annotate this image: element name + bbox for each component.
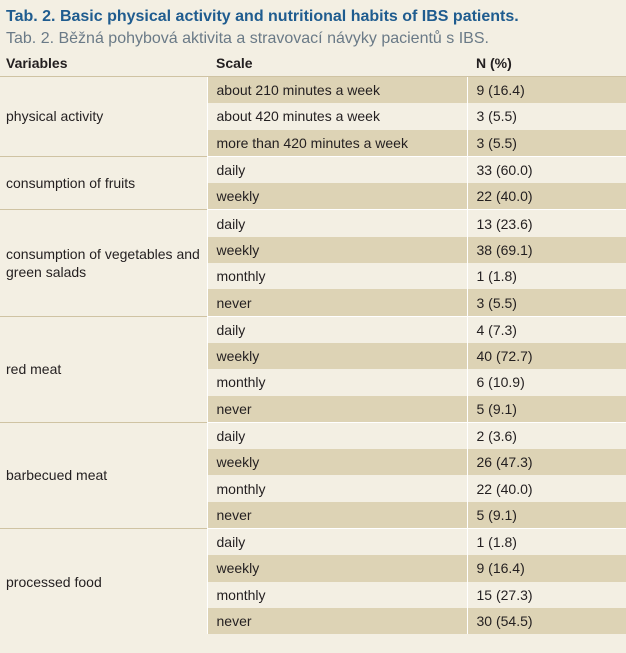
variable-cell: physical activity xyxy=(0,77,207,157)
scale-cell: daily xyxy=(207,422,467,449)
table-row xyxy=(0,77,626,104)
header-scale: Scale xyxy=(207,50,467,77)
scale-cell: about 210 minutes a week xyxy=(207,77,467,104)
scale-cell: never xyxy=(207,608,467,634)
n-percent-cell: 4 (7.3) xyxy=(467,316,626,343)
table-title: Tab. 2. Basic physical activity and nutritional habits of IBS patients. xyxy=(6,8,519,25)
n-percent-cell: 15 (27.3) xyxy=(467,582,626,608)
habits-table xyxy=(0,50,626,634)
table-row xyxy=(0,529,626,556)
scale-cell: weekly xyxy=(207,555,467,581)
table-header xyxy=(0,50,626,77)
header-variables: Variables xyxy=(0,50,207,77)
n-percent-cell: 38 (69.1) xyxy=(467,237,626,263)
n-percent-cell: 22 (40.0) xyxy=(467,475,626,501)
scale-cell: daily xyxy=(207,529,467,556)
table-row xyxy=(0,316,626,343)
n-percent-cell: 6 (10.9) xyxy=(467,369,626,395)
table-row xyxy=(0,156,626,183)
table-subtitle: Tab. 2. Běžná pohybová aktivita a stravovací návyky pacientů s IBS. xyxy=(6,30,489,47)
scale-cell: weekly xyxy=(207,237,467,263)
scale-cell: daily xyxy=(207,156,467,183)
n-percent-cell: 9 (16.4) xyxy=(467,77,626,104)
variable-cell: processed food xyxy=(0,529,207,635)
n-percent-cell: 9 (16.4) xyxy=(467,555,626,581)
table-body xyxy=(0,77,626,635)
n-percent-cell: 30 (54.5) xyxy=(467,608,626,634)
scale-cell: weekly xyxy=(207,183,467,210)
scale-cell: weekly xyxy=(207,449,467,475)
table-row xyxy=(0,422,626,449)
n-percent-cell: 5 (9.1) xyxy=(467,502,626,529)
n-percent-cell: 1 (1.8) xyxy=(467,263,626,289)
n-percent-cell: 5 (9.1) xyxy=(467,396,626,423)
scale-cell: more than 420 minutes a week xyxy=(207,130,467,157)
n-percent-cell: 3 (5.5) xyxy=(467,130,626,157)
n-percent-cell: 22 (40.0) xyxy=(467,183,626,210)
n-percent-cell: 26 (47.3) xyxy=(467,449,626,475)
variable-cell: consumption of vegetables and green salads xyxy=(0,210,207,316)
scale-cell: monthly xyxy=(207,475,467,501)
scale-cell: about 420 minutes a week xyxy=(207,103,467,129)
table-row xyxy=(0,210,626,237)
header-n-percent: N (%) xyxy=(467,50,626,77)
scale-cell: monthly xyxy=(207,263,467,289)
n-percent-cell: 3 (5.5) xyxy=(467,289,626,316)
scale-cell: never xyxy=(207,502,467,529)
variable-cell: red meat xyxy=(0,316,207,422)
scale-cell: monthly xyxy=(207,369,467,395)
n-percent-cell: 2 (3.6) xyxy=(467,422,626,449)
scale-cell: monthly xyxy=(207,582,467,608)
n-percent-cell: 3 (5.5) xyxy=(467,103,626,129)
variable-cell: consumption of fruits xyxy=(0,156,207,210)
variable-cell: barbecued meat xyxy=(0,422,207,528)
scale-cell: weekly xyxy=(207,343,467,369)
n-percent-cell: 33 (60.0) xyxy=(467,156,626,183)
scale-cell: never xyxy=(207,396,467,423)
header-row xyxy=(0,50,626,77)
n-percent-cell: 40 (72.7) xyxy=(467,343,626,369)
n-percent-cell: 13 (23.6) xyxy=(467,210,626,237)
scale-cell: daily xyxy=(207,210,467,237)
scale-cell: daily xyxy=(207,316,467,343)
scale-cell: never xyxy=(207,289,467,316)
n-percent-cell: 1 (1.8) xyxy=(467,529,626,556)
